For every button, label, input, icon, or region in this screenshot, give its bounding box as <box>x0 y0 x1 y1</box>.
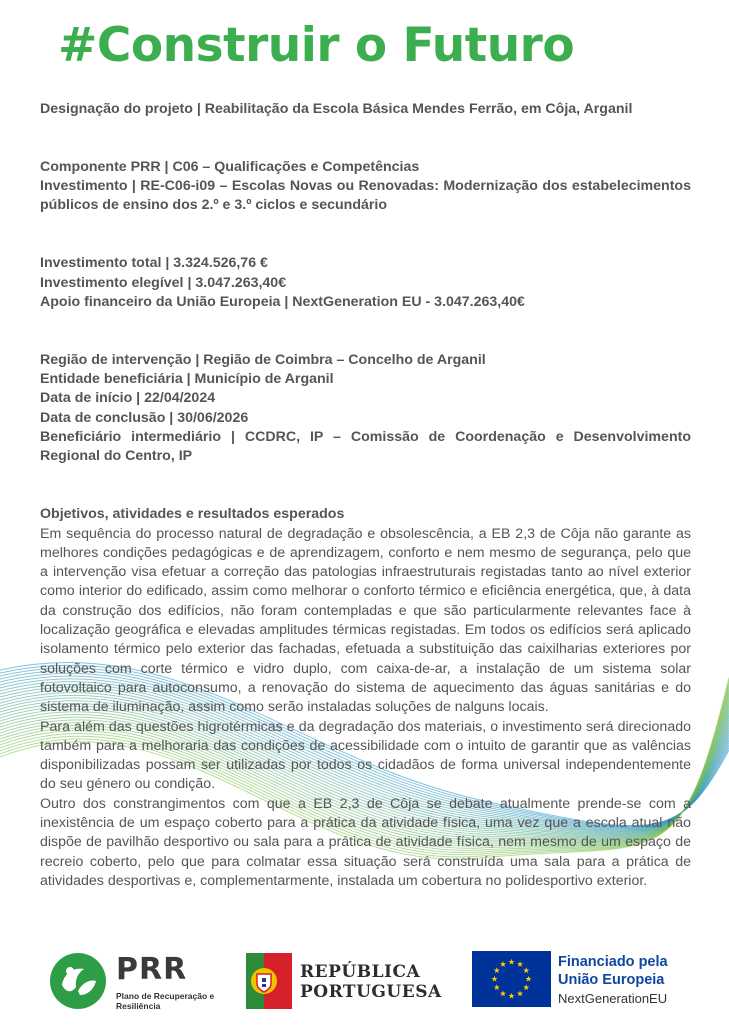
project-info <box>40 100 691 891</box>
eu-line-1: Financiado pela <box>558 954 668 970</box>
republica-portuguesa-logo <box>246 953 446 1009</box>
eu-flag-icon <box>472 951 551 1007</box>
project-investment: Investimento | RE-C06-i09 – Escolas Novas ou Renovadas: Modernização dos estabelecimentos públicos de ensino dos 2.º e 3.º ciclos e secundário <box>40 178 691 214</box>
project-component: Componente PRR | C06 – Qualificações e Competências <box>40 158 420 175</box>
objectives-paragraph-1: Em sequência do processo natural de degradação e obsolescência, a EB 2,3 de Côja não garante as melhores condições pedagógicas e de aprendizagem, conforto e nem mesmo de segurança, pelo que a intervenção visa efetuar a correção das patologias infraestruturais registadas tanto ao nível exterior como interior do edificado, assim como melhorar o conforto térmico e eficiência energética, que, à data da construção dos edifícios, não foram contempladas e que são particularmente relevantes face à localização geográfica e elevadas amplitudes térmicas registadas. Em todos os edifícios será aplicado isolamento térmico pelo exterior das fachadas, efetuada a substituição das caixilharias exteriores por soluções com corte térmico e vidro duplo, com caixa-de-ar, a instalação de um sistema solar fotovoltaico para autoconsumo, a renovação do sistema de aquecimento das águas sanitárias e do sistema de iluminação, assim como serão instaladas soluções de nalguns locais. <box>40 525 691 716</box>
eu-funding-logo <box>472 951 712 1011</box>
footer-logos <box>0 945 729 1025</box>
objectives-paragraph-3: Outro dos constrangimentos com que a EB 2,3 de Côja se debate atualmente prende-se com a inexistência de um espaço coberto para a prática da atividade física, uma vez que a escola atual não dispõe de pavilhão desportivo ou sala para a prática de atividade física, nem mesmo de um espaço de recreio coberto, pelo que para colmatar essa situação será construída uma sala para a prática de atividades desportivas e, complementarmente, instalada um cobertura no polidesportivo exterior. <box>40 795 691 889</box>
republica-portuguesa-text <box>300 962 442 1002</box>
republica-line-2: PORTUGUESA <box>300 982 442 1002</box>
prr-logo <box>48 951 238 1011</box>
eligible-investment: Investimento elegível | 3.047.263,40€ <box>40 274 287 291</box>
objectives-heading: Objetivos, atividades e resultados esperados <box>40 506 345 523</box>
portugal-coat-of-arms-icon <box>246 953 292 1009</box>
eu-line-2: União Europeia <box>558 972 665 988</box>
start-date: Data de início | 22/04/2024 <box>40 390 216 407</box>
project-designation: Designação do projeto | Reabilitação da Escola Básica Mendes Ferrão, em Côja, Arganil <box>40 101 633 117</box>
eu-financial-support: Apoio financeiro da União Europeia | NextGeneration EU - 3.047.263,40€ <box>40 293 525 310</box>
objectives-paragraph-2: Para além das questões higrotérmicas e da degradação dos materiais, o investimento será direcionado também para a melhoraria das condições de acessibilidade com o intuito de garantir que as valências disponibilizadas possam ser utilizadas por todos os cidadãos de forma universal independentemente do seu género ou condição. <box>40 718 691 793</box>
prr-title: PRR <box>116 952 188 987</box>
page-headline: #Construir o Futuro <box>58 18 575 73</box>
prr-subtitle: Plano de Recuperação e Resiliência <box>116 991 215 1011</box>
intervention-region: Região de intervenção | Região de Coimbra – Concelho de Arganil <box>40 351 486 368</box>
prr-logo-icon <box>48 951 108 1011</box>
beneficiary-entity: Entidade beneficiária | Município de Arganil <box>40 371 334 388</box>
intermediary-beneficiary: Beneficiário intermediário | CCDRC, IP – Comissão de Coordenação e Desenvolvimento Regional do Centro, IP <box>40 429 691 465</box>
next-generation-eu: NextGenerationEU <box>558 991 668 1006</box>
eu-funding-text <box>558 953 668 989</box>
republica-line-1: REPÚBLICA <box>300 962 421 982</box>
end-date: Data de conclusão | 30/06/2026 <box>40 409 249 426</box>
total-investment: Investimento total | 3.324.526,76 € <box>40 255 268 272</box>
